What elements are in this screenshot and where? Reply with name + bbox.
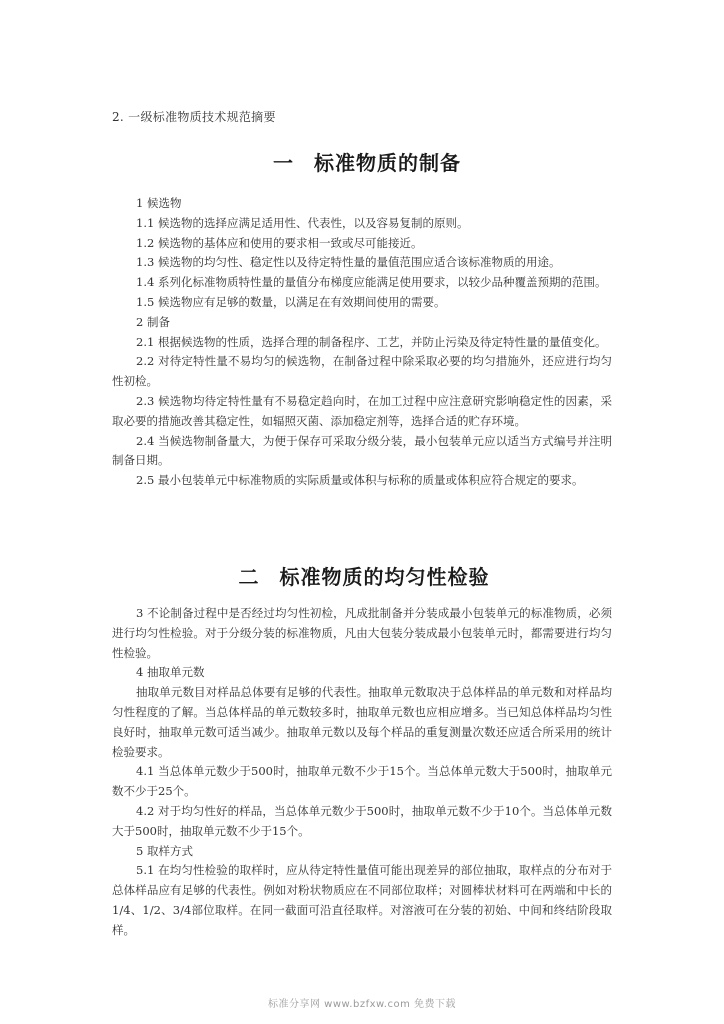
paragraph: 4.2 对于均匀性好的样品，当总体单元数少于500时，抽取单元数不少于10个。当总体单元数大于500时，抽取单元数不少于15个。 — [112, 803, 612, 838]
paragraph: 5 取样方式 — [136, 843, 193, 858]
footer-watermark: 标准分享网 www.bzfxw.com 免费下载 — [268, 999, 456, 1010]
paragraph: 1.4 系列化标准物质特性量的量值分布梯度应能满足使用要求，以较少品种覆盖预期的范围。 — [136, 275, 607, 290]
paragraph: 2.2 对待定特性量不易均匀的候选物，在制备过程中除采取必要的均匀措施外，还应进行均匀性初检。 — [112, 354, 612, 389]
section-title-text: 标准物质的均匀性检验 — [279, 565, 490, 589]
paragraph: 4.1 当总体单元数少于500时，抽取单元数不少于15个。当总体单元数大于500时，抽取单元数不少于25个。 — [112, 764, 612, 799]
section-title-text: 标准物质的制备 — [314, 151, 461, 175]
paragraph: 2 制备 — [136, 314, 170, 329]
paragraph: 1.2 候选物的基体应和使用的要求相一致或尽可能接近。 — [136, 235, 423, 250]
paragraph: 4 抽取单元数 — [136, 665, 205, 680]
section-title-homogeneity — [0, 561, 724, 590]
paragraph: 1 候选物 — [136, 196, 182, 210]
paragraph: 2.5 最小包装单元中标准物质的实际质量或体积与标称的质量或体积应符合规定的要求。 — [136, 473, 584, 488]
paragraph: 5.1 在均匀性检验的取样时，应从待定特性量值可能出现差异的部位抽取，取样点的分布对于总体样品应有足够的代表性。例如对粉状物质应在不同部位取样；对圆棒状材料可在两端和中长的1/4、1/2、3/4部位取样。在同一截面可沿直径取样。对溶液可在分装的初始、中间和终结阶段取样。 — [112, 863, 612, 937]
section-title-preparation — [0, 147, 724, 176]
paragraph: 1.5 候选物应有足够的数量，以满足在有效期间使用的需要。 — [136, 294, 446, 309]
paragraph: 抽取单元数目对样品总体要有足够的代表性。抽取单元数取决于总体样品的单元数和对样品均匀性程度的了解。当总体样品的单元数较多时，抽取单元数也应相应增多。当已知总体样品均匀性良好时，抽取单元数可适当减少。抽取单元数以及每个样品的重复测量次数还应适合所采用的统计检验要求。 — [112, 685, 612, 759]
section-body-homogeneity — [112, 604, 612, 941]
section-number: 二 — [238, 565, 260, 589]
paragraph: 2.1 根据候选物的性质，选择合理的制备程序、工艺，并防止污染及待定特性量的量值变化。 — [136, 334, 607, 349]
paragraph: 1.3 候选物的均匀性、稳定性以及待定特性量的量值范围应适合该标准物质的用途。 — [136, 255, 561, 270]
paragraph: 3 不论制备过程中是否经过均匀性初检，凡成批制备并分装成最小包装单元的标准物质，必须进行均匀性检验。对于分级分装的标准物质，凡由大包装分装成最小包装单元时，都需要进行均匀性检验。 — [112, 606, 612, 660]
paragraph: 1.1 候选物的选择应满足适用性、代表性，以及容易复制的原则。 — [136, 215, 469, 230]
paragraph: 2.4 当候选物制备量大，为便于保存可采取分级分装，最小包装单元应以适当方式编号并注明制备日期。 — [112, 433, 612, 468]
section-body-preparation — [112, 194, 612, 491]
paragraph: 2.3 候选物均待定特性量有不易稳定趋向时，在加工过程中应注意研究影响稳定性的因素，采取必要的措施改善其稳定性，如辐照灭菌、添加稳定剂等，选择合适的贮存环境。 — [112, 393, 612, 428]
document-heading: 2. 一级标准物质技术规范摘要 — [112, 110, 276, 124]
section-number: 一 — [273, 151, 294, 175]
